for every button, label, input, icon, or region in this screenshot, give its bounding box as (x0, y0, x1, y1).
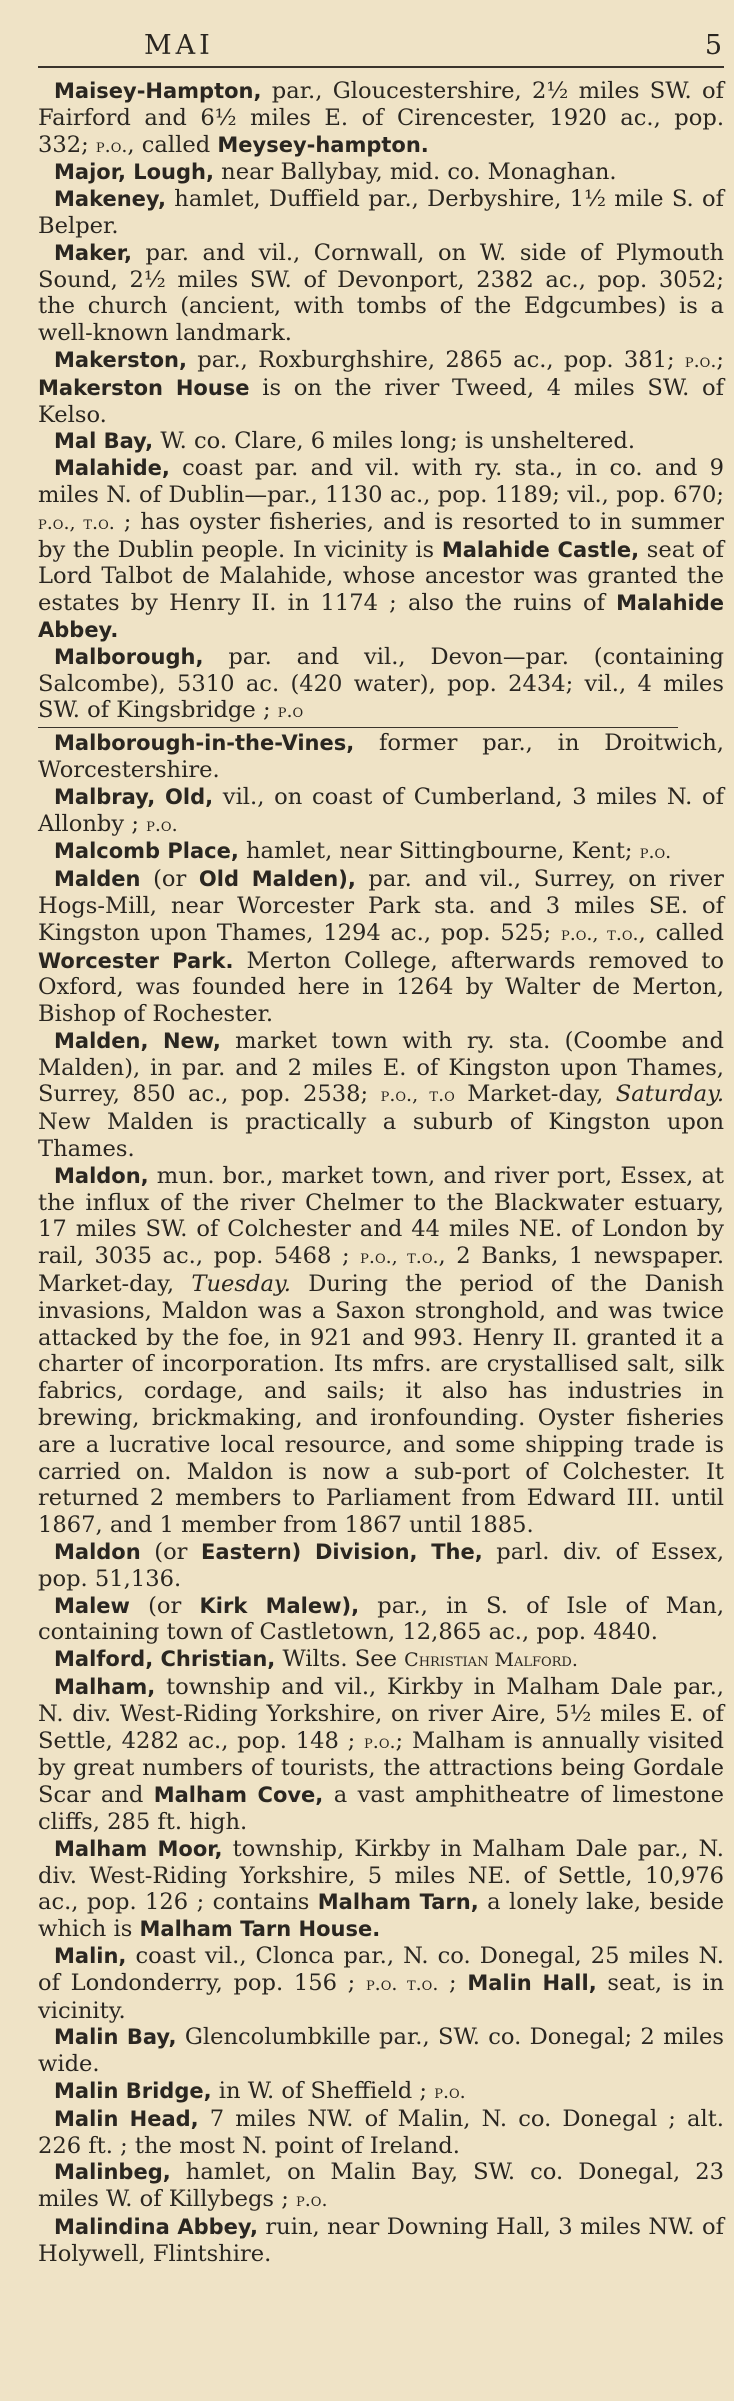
entry-text: , 2 Banks, 1 newspaper. Market-day, (38, 1243, 724, 1298)
entry-text: 7 miles NW. of Malin, N. co. Donegal ; alt. 226 ft. ; the most N. point of Ireland. (38, 2105, 724, 2159)
entry-text: Glencolumbkille par., SW. co. Donegal; 2 miles wide. (38, 2024, 724, 2078)
entry-abbrev: p.o (277, 700, 304, 723)
entry-text: ruin, near Downing Hall, 3 miles NW. of Holywell, Flintshire. (38, 2213, 724, 2267)
gazetteer-entry (38, 784, 724, 839)
entry-text: par. and vil., Surrey, on river Hogs-Mill, near Worcester Park sta. and 3 miles SE. of Kingston upon Thames, 1294 ac., pop. 525; (38, 866, 724, 946)
entry-abbrev: p.o. (146, 813, 178, 836)
entry-headword: Maldon, (54, 1163, 149, 1188)
entry-abbrev: Christian Malford. (404, 1649, 578, 1672)
running-head: MAI (144, 30, 214, 61)
entry-italic: Tuesday. (191, 1271, 291, 1298)
entry-text: Merton College, afterwards removed to Oxford, was founded here in 1264 by Walter de Merton, Bishop of Rochester. (38, 947, 724, 1028)
entry-headword: Malin Head, (54, 2106, 199, 2131)
entry-headword: Eastern) Division, The, (201, 1540, 483, 1565)
gazetteer-entry (38, 159, 724, 186)
entry-abbrev: p.o. (684, 349, 717, 372)
entry-headword: Major, Lough, (54, 160, 214, 185)
gazetteer-entry (38, 1539, 724, 1593)
entry-text: a vast amphitheatre of limestone cliffs, 285 ft. high. (38, 1782, 724, 1835)
entry-headword: Worcester Park. (38, 948, 234, 973)
entry-headword: Malden, New, (54, 1028, 221, 1053)
entry-headword: Kirk Malew), (199, 1593, 360, 1618)
entry-headword: Malbray, Old, (54, 784, 214, 809)
entry-headword: Malahide Abbey. (38, 591, 724, 642)
entry-abbrev: p.o. (639, 841, 672, 864)
entry-abbrev: p.o. (95, 134, 128, 157)
entry-headword: Malford, Christian, (54, 1647, 276, 1672)
gazetteer-entries (38, 78, 724, 2268)
entry-headword: Maker, (54, 240, 132, 265)
gazetteer-entry (38, 1674, 724, 1836)
entry-headword: Malham Cove, (153, 1783, 324, 1808)
entry-abbrev: p.o. t.o. (365, 1972, 439, 1995)
entry-headword: Malew (54, 1593, 130, 1618)
entry-headword: Makerston House (38, 375, 250, 400)
gazetteer-entry (38, 2214, 724, 2268)
entry-text: market town with ry. sta. (Coombe and Malden), in par. and 2 miles E. of Kingston upon Thames, Surrey, 850 ac., pop. 2538; (38, 1027, 725, 1108)
gazetteer-entry (38, 1593, 724, 1647)
entry-headword: Malcomb Place, (54, 839, 239, 864)
gazetteer-entry (38, 2078, 724, 2106)
entry-headword: Malin, (54, 1943, 127, 1968)
entry-text: par. and vil., Devon—par. (containing Salcombe), 5310 ac. (420 water), pop. 2434; vil., 4 miles SW. of Kingsbridge ; (38, 643, 724, 724)
entry-headword: Malinbeg, (54, 2160, 171, 2185)
entry-headword: Meysey-hampton. (217, 132, 429, 157)
entry-text: , called (638, 919, 724, 946)
gazetteer-entry (38, 730, 724, 784)
page-header (38, 22, 724, 68)
entry-text: Wilts. See (275, 1646, 405, 1673)
entry-text: in W. of Sheffield ; (211, 2077, 435, 2104)
entry-abbrev: p.o. (364, 1730, 396, 1753)
entry-text: hamlet, Duffield par., Derbyshire, 1½ mile S. of Belper. (38, 186, 724, 239)
entry-headword: Maldon (54, 1540, 141, 1565)
entry-text: mun. bor., market town, and river port, Essex, at the influx of the river Chelmer to the Blackwater estuary, 17 miles SW. of Colchester and 44 miles NE. of London by rail, 3035 ac., pop. 5468 ; (38, 1162, 724, 1270)
gazetteer-entry (38, 428, 724, 455)
entry-text: ; (438, 1969, 468, 1996)
entry-headword: Malden (54, 867, 141, 892)
entry-text: seat, is in vicinity. (38, 1969, 725, 2024)
entry-headword: Malindina Abbey, (54, 2214, 258, 2239)
entry-headword: Malborough, (54, 644, 204, 669)
entry-text: a lonely lake, beside which is (38, 1889, 725, 1943)
entry-headword: Old Malden), (198, 867, 356, 892)
entry-headword: Malham Tarn, (317, 1890, 479, 1915)
entry-text: coast vil., Clonca par., N. co. Donegal, 25 miles N. of Londonderry, pop. 156 ; (38, 1942, 724, 1996)
entry-text: par. and vil., Cornwall, on W. side of Plymouth Sound, 2½ miles SW. of Devonport, 2382 ac., pop. 3052; the church (ancient, with tombs of the Edgcumbes) is a well-known landmark. (38, 239, 724, 347)
entry-text: seat of Lord Talbot de Malahide, whose ancestor was granted the estates by Henry II. in 1174 ; also the ruins of (38, 536, 724, 617)
entry-headword: Malahide Castle, (441, 537, 640, 562)
gazetteer-entry (38, 2106, 724, 2160)
entry-abbrev: p.o. (296, 2189, 328, 2212)
gazetteer-entry (38, 644, 724, 725)
entry-text: former par., in Droitwich, Worcestershire. (38, 730, 724, 783)
entry-text: During the period of the Danish invasions, Maldon was a Saxon stronghold, and was twice attacked by the foe, in 921 and 993. Henry II. granted it a charter of incorporation. Its mfrs. are crystallised salt, silk fabrics, cordage, and sails; it also has industries in brewing, brickmaking, and ironfounding. Oyster fisheries are a lucrative local resource, and some shipping trade is carried on. Maldon is now a sub-port of Colchester. It returned 2 members to Parliament from Edward III. until 1867, and 1 member from 1867 until 1885. (38, 1271, 725, 1539)
entry-text: Market-day, (454, 1081, 616, 1108)
entry-text: ; Malham is annually visited by great numbers of tourists, the attractions being Gordale Scar and (38, 1727, 724, 1809)
entry-headword: Malham Moor, (54, 1836, 223, 1861)
gazetteer-entry (38, 186, 724, 240)
entry-text: par., in S. of Isle of Man, containing town of Castletown, 12,865 ac., pop. 4840. (38, 1592, 725, 1646)
page-number: 5 (704, 30, 722, 61)
entry-headword: Maisey-Hampton, (54, 79, 262, 103)
entry-text: hamlet, near Sittingbourne, Kent; (238, 838, 640, 865)
entry-text: coast par. and vil. with ry. sta., in co. and 9 miles N. of Dublin—par., 1130 ac., pop. 1189; vil., pop. 670; (38, 455, 724, 508)
entry-text: par., Roxburghshire, 2865 ac., pop. 381; (186, 346, 685, 373)
entry-text: par., Gloucestershire, 2½ miles SW. of Fairford and 6½ miles E. of Cirencester, 1920 ac., pop. 332; (38, 78, 724, 158)
entry-headword: Malborough-in-the-Vines, (54, 731, 355, 756)
entry-headword: Makerston, (54, 347, 187, 372)
entry-headword: Malin Hall, (467, 1970, 597, 1995)
entry-text: near Ballybay, mid. co. Monaghan. (213, 159, 617, 186)
entry-headword: Malin Bridge, (54, 2078, 212, 2103)
gazetteer-entry (38, 1028, 724, 1163)
column-divider (38, 727, 678, 728)
gazetteer-entry (38, 455, 724, 644)
entry-text: (or (140, 1539, 202, 1566)
entry-text: W. co. Clare, 6 miles long; is unsheltered. (153, 428, 636, 455)
entry-text: , called (127, 131, 218, 158)
entry-text: ; (716, 346, 724, 373)
gazetteer-entry (38, 1836, 724, 1943)
entry-abbrev: p.o. (434, 2080, 466, 2103)
entry-text: township, Kirkby in Malham Dale par., N. div. West-Riding Yorkshire, 5 miles NE. of Settle, 10,976 ac., pop. 126 ; contains (38, 1835, 724, 1916)
entry-headword: Makeney, (54, 187, 166, 212)
entry-text: (or (140, 866, 199, 893)
gazetteer-entry (38, 2024, 724, 2078)
entry-abbrev: p.o., t.o. (560, 922, 639, 945)
entry-abbrev: p.o., t.o. (38, 511, 115, 534)
entry-text: (or (129, 1592, 200, 1619)
entry-text: ; has oyster fisheries, and is resorted to in summer by the Dublin people. In vicinity is (38, 508, 724, 563)
entry-headword: Malahide, (54, 456, 170, 481)
entry-text: hamlet, on Malin Bay, SW. co. Donegal, 23 miles W. of Killybegs ; (38, 2159, 724, 2213)
entry-text: New Malden is practically a suburb of Kingston upon Thames. (38, 1109, 724, 1163)
gazetteer-entry (38, 78, 724, 159)
gazetteer-entry (38, 838, 724, 866)
entry-abbrev: p.o., t.o. (360, 1246, 439, 1269)
entry-text: is on the river Tweed, 4 miles SW. of Kelso. (38, 374, 724, 428)
entry-headword: Malham, (54, 1675, 156, 1700)
gazetteer-entry (38, 2159, 724, 2214)
gazetteer-entry (38, 866, 724, 1028)
entry-headword: Malham Tarn House. (139, 1917, 381, 1942)
gazetteer-entry (38, 240, 724, 347)
entry-italic: Saturday. (615, 1081, 725, 1108)
entry-text: vil., on coast of Cumberland, 3 miles N. of Allonby ; (38, 783, 724, 837)
gazetteer-entry (38, 347, 724, 428)
gazetteer-entry (38, 1646, 724, 1674)
entry-headword: Malin Bay, (54, 2025, 177, 2050)
entry-abbrev: p.o., t.o (380, 1084, 455, 1107)
entry-text: parl. div. of Essex, pop. 51,136. (38, 1539, 724, 1592)
entry-headword: Mal Bay, (54, 429, 154, 454)
entry-text: township and vil., Kirkby in Malham Dale par., N. div. West-Riding Yorkshire, on river Aire, 5½ miles E. of Settle, 4282 ac., pop. 148 ; (38, 1674, 724, 1754)
gazetteer-entry (38, 1943, 724, 2024)
gazetteer-entry (38, 1163, 724, 1539)
